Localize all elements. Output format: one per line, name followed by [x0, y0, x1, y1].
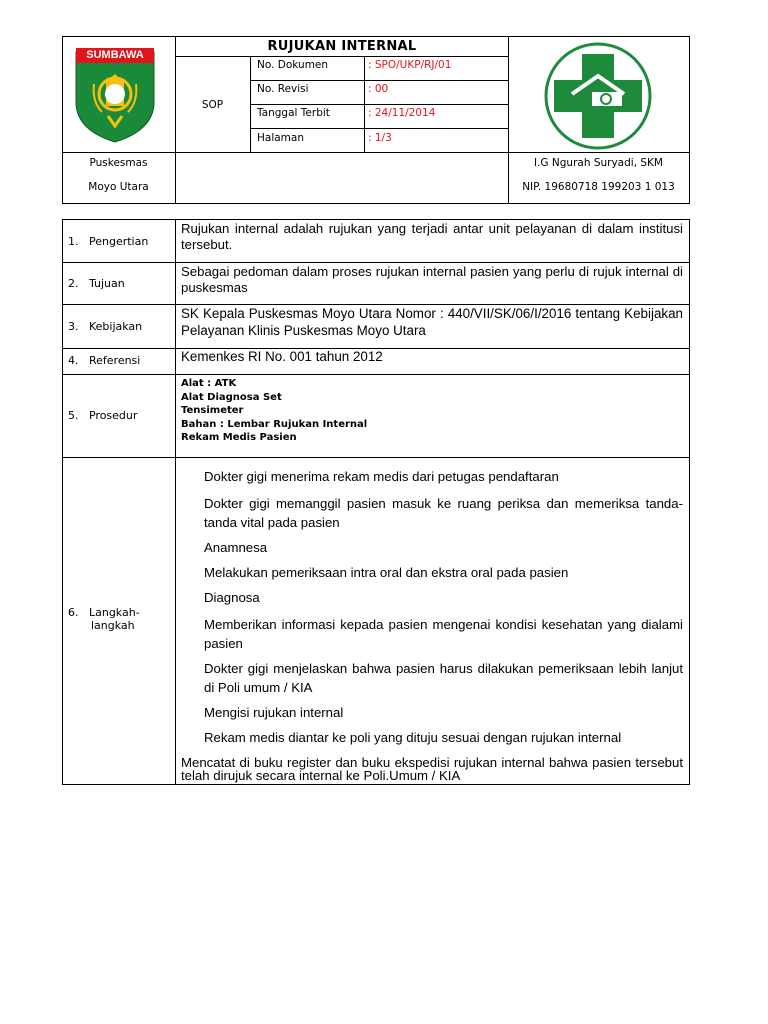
langkah-step: Dokter gigi menerima rekam medis dari petugas pendaftaran	[204, 469, 559, 484]
signer-nip: NIP. 19680718 199203 1 013	[522, 181, 675, 193]
text-tujuan: Sebagai pedoman dalam proses rujukan internal pasien yang perlu di rujuk internal di puskesmas	[181, 264, 683, 295]
label-kebijakan: 3. Kebijakan	[68, 320, 143, 333]
text-referensi: Kemenkes RI No. 001 tahun 2012	[181, 349, 383, 364]
puskesmas-logo	[542, 42, 654, 150]
prosedur-line: Alat : ATK	[181, 378, 237, 389]
langkah-step: Diagnosa	[204, 590, 260, 605]
prosedur-line: Bahan : Lembar Rujukan Internal	[181, 418, 368, 430]
langkah-step: Mengisi rujukan internal	[204, 705, 344, 720]
meta-value-revisi: : 00	[368, 83, 389, 95]
meta-value-dokumen: : SPO/UKP/RJ/01	[368, 59, 452, 71]
meta-label-halaman: Halaman	[257, 132, 304, 144]
org-line1: Puskesmas	[89, 157, 148, 169]
meta-value-halaman: : 1/3	[368, 132, 392, 144]
prosedur-line: Rekam Medis Pasien	[181, 432, 297, 444]
signer-name: I.G Ngurah Suryadi, SKM	[534, 157, 663, 169]
label-tujuan: 2. Tujuan	[68, 277, 125, 290]
org-line2: Moyo Utara	[88, 181, 149, 193]
prosedur-list	[181, 377, 367, 445]
langkah-closing: Mencatat di buku register dan buku ekspedisi rujukan internal bahwa pasien tersebut telah dirujuk secara internal ke Poli.Umum / KIA	[181, 755, 683, 783]
label-langkah: 6. Langkah- langkah	[68, 606, 140, 632]
prosedur-line: Tensimeter	[181, 405, 244, 417]
langkah-step: Dokter gigi menjelaskan bahwa pasien harus dilakukan pemeriksaan lebih lanjut di Poli umum / KIA	[204, 661, 683, 695]
langkah-step: Memberikan informasi kepada pasien mengenai kondisi kesehatan yang dialami pasien	[204, 617, 683, 651]
langkah-step: Melakukan pemeriksaan intra oral dan ekstra oral pada pasien	[204, 565, 569, 580]
text-pengertian: Rujukan internal adalah rujukan yang terjadi antar unit pelayanan di dalam institusi tersebut.	[181, 221, 683, 252]
document-title: RUJUKAN INTERNAL	[267, 39, 417, 54]
langkah-step: Anamnesa	[204, 540, 268, 555]
meta-label-dokumen: No. Dokumen	[257, 59, 329, 71]
text-kebijakan: SK Kepala Puskesmas Moyo Utara Nomor : 440/VII/SK/06/I/2016 tentang Kebijakan Pelayanan Klinis Puskesmas Moyo Utara	[181, 306, 683, 338]
meta-label-tanggal: Tanggal Terbit	[257, 107, 330, 119]
langkah-step: Dokter gigi memanggil pasien masuk ke ruang periksa dan memeriksa tanda-tanda vital pada pasien	[204, 496, 683, 530]
meta-label-revisi: No. Revisi	[257, 83, 309, 95]
label-prosedur: 5. Prosedur	[68, 409, 138, 422]
prosedur-line: Alat Diagnosa Set	[181, 391, 282, 403]
sumbawa-logo: SUMBAWA	[72, 44, 158, 144]
label-pengertian: 1. Pengertian	[68, 235, 149, 248]
label-referensi: 4. Referensi	[68, 354, 141, 367]
sop-label: SOP	[201, 99, 224, 111]
meta-value-tanggal: : 24/11/2014	[368, 107, 436, 119]
langkah-step: Rekam medis diantar ke poli yang dituju sesuai dengan rujukan internal	[204, 730, 622, 745]
